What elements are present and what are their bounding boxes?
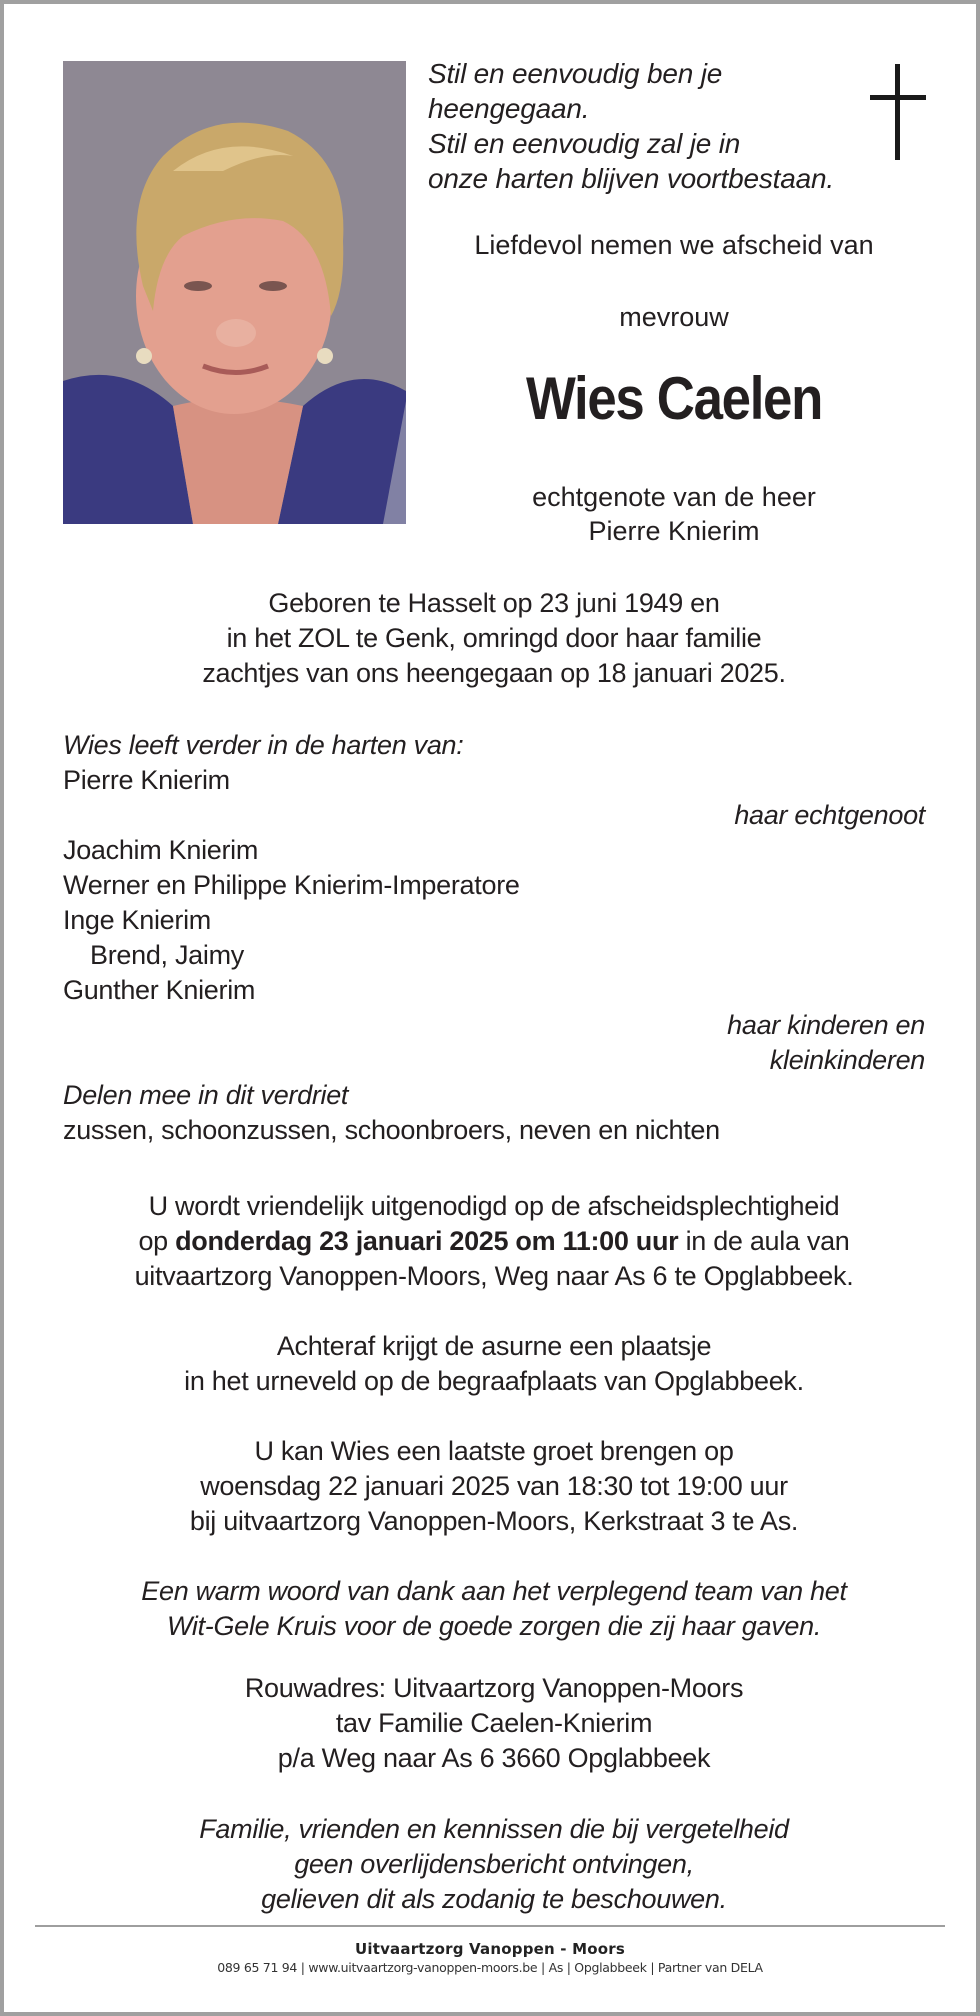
family-role: haar echtgenoot [734, 800, 925, 830]
cross-icon [870, 64, 926, 160]
funeral-home-name: Uitvaartzorg Vanoppen - Moors [354, 1940, 626, 1958]
family-member: Werner en Philippe Knierim-Imperatore [63, 870, 520, 900]
honorific: mevrouw [619, 302, 729, 332]
family-role: kleinkinderen [769, 1045, 925, 1075]
family-member: Joachim Knierim [63, 835, 259, 865]
notice-line: Familie, vrienden en kennissen die bij vergetelheid [199, 1814, 789, 1844]
notice-line: gelieven dit als zodanig te beschouwen. [261, 1884, 727, 1914]
spouse-line: echtgenote van de heer [532, 482, 816, 512]
thanks-line: Wit-Gele Kruis voor de goede zorgen die zij haar gaven. [166, 1611, 822, 1641]
footer-divider [35, 1925, 945, 1927]
poem [428, 56, 834, 196]
family-heading: Wies leeft verder in de harten van: [63, 730, 464, 760]
others-list: zussen, schoonzussen, schoonbroers, neven en nichten [63, 1115, 720, 1145]
address-line: tav Familie Caelen-Knierim [335, 1708, 653, 1738]
deceased-name: Wies Caelen [525, 365, 823, 432]
portrait-photo [63, 61, 406, 524]
location: Opglabbeek [574, 1960, 647, 1975]
separator: | [297, 1960, 309, 1975]
notice-line: geen overlijdensbericht ontvingen, [294, 1849, 694, 1879]
funeral-home-info [0, 1960, 980, 1975]
poem-line: Stil en eenvoudig zal je in [428, 128, 741, 159]
intro-text: Liefdevol nemen we afscheid van [474, 230, 874, 260]
family-member: Pierre Knierim [63, 765, 230, 795]
poem-line: Stil en eenvoudig ben je [428, 58, 723, 89]
urn-line: in het urneveld op de begraafplaats van Opglabbeek. [184, 1366, 804, 1396]
family-member: Brend, Jaimy [90, 940, 244, 970]
birth-line: Geboren te Hasselt op 23 juni 1949 en [268, 588, 720, 618]
invite-line [63, 1224, 925, 1259]
address-line: Rouwadres: Uitvaartzorg Vanoppen-Moors [244, 1673, 744, 1703]
ceremony-datetime: donderdag 23 januari 2025 om 11:00 uur [175, 1226, 679, 1256]
poem-line: heengegaan. [428, 93, 590, 124]
invite-text: op [138, 1226, 176, 1256]
spouse-info [428, 480, 920, 548]
family-member: Gunther Knierim [63, 975, 256, 1005]
website-link[interactable]: www.uitvaartzorg-vanoppen-moors.be [308, 1960, 538, 1975]
visit-line: bij uitvaartzorg Vanoppen-Moors, Kerkstraat 3 te As. [189, 1506, 799, 1536]
family-role: haar kinderen en [727, 1010, 925, 1040]
address-line: p/a Weg naar As 6 3660 Opglabbeek [277, 1743, 711, 1773]
phone-number: 089 65 71 94 [217, 1960, 298, 1975]
separator: | [646, 1960, 658, 1975]
visitation-info [63, 1434, 925, 1539]
visit-line: U kan Wies een laatste groet brengen op [254, 1436, 734, 1466]
partner-text: Partner van DELA [657, 1960, 763, 1975]
obituary-card [4, 4, 976, 2012]
ceremony-invitation [63, 1189, 925, 1294]
location: As [548, 1960, 564, 1975]
invite-text: in de aula van [678, 1226, 850, 1256]
footer [0, 1940, 980, 1975]
urn-info [63, 1329, 925, 1399]
family-list [63, 728, 925, 1148]
mourning-address [63, 1671, 925, 1776]
thanks-note [63, 1574, 925, 1644]
invite-line: uitvaartzorg Vanoppen-Moors, Weg naar As 6 te Opglabbeek. [134, 1261, 854, 1291]
visit-line: woensdag 22 januari 2025 van 18:30 tot 19:00 uur [200, 1471, 788, 1501]
portrait-image [63, 61, 406, 524]
thanks-line: Een warm woord van dank aan het verplegend team van het [141, 1576, 847, 1606]
invite-line: U wordt vriendelijk uitgenodigd op de afscheidsplechtigheid [148, 1191, 840, 1221]
birth-line: zachtjes van ons heengegaan op 18 januari 2025. [202, 658, 786, 688]
notice-text [63, 1812, 925, 1917]
family-member: Inge Knierim [63, 905, 211, 935]
poem-line: onze harten blijven voortbestaan. [428, 163, 834, 194]
urn-line: Achteraf krijgt de asurne een plaatsje [276, 1331, 712, 1361]
separator: | [563, 1960, 575, 1975]
others-heading: Delen mee in dit verdriet [63, 1080, 349, 1110]
separator: | [537, 1960, 549, 1975]
birth-death-info [63, 586, 925, 691]
spouse-name: Pierre Knierim [588, 516, 760, 546]
birth-line: in het ZOL te Genk, omringd door haar familie [226, 623, 762, 653]
